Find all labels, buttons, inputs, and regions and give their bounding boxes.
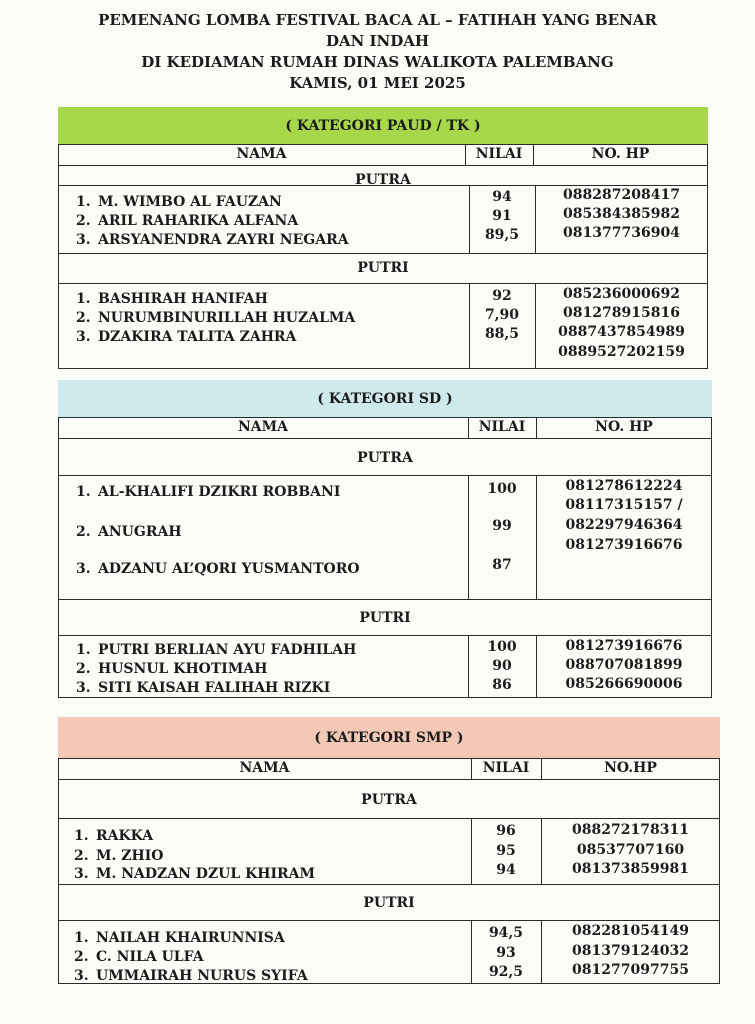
score-cell: 86 [492,677,512,693]
table-row: 1. PUTRI BERLIAN AYU FADHILAH [76,642,357,658]
score-cell: 92,5 [488,964,524,980]
col-hp: NO. HP [591,146,650,162]
category-title-paud: ( KATEGORI PAUD / TK ) [285,117,481,134]
col-nama: NAMA [239,760,290,776]
group-label-putra: PUTRA [357,450,413,466]
table-sd [58,380,712,698]
phone-cell: 0887437854989 [558,324,685,340]
score-cell: 7,90 [484,307,520,323]
title-line-2: DAN INDAH [325,32,430,50]
table-row: 3. DZAKIRA TALITA ZAHRA [76,329,297,345]
table-row: 2. C. NILA ULFA [74,949,204,965]
phone-cell: 082297946364 [565,517,683,533]
group-label-putri: PUTRI [357,260,409,276]
col-nilai: NILAI [478,419,526,435]
score-cell: 96 [496,823,516,839]
table-row: 1. NAILAH KHAIRUNNISA [74,930,285,946]
score-cell: 91 [492,208,512,224]
col-nama: NAMA [237,419,289,435]
header-row-smp [58,758,720,780]
phone-cell: 081278915816 [563,305,680,321]
score-cell: 92 [492,288,512,304]
col-hp: NO.HP [604,760,657,776]
phone-cell: 085384385982 [563,206,680,222]
phone-cell: 081373859981 [572,861,689,877]
table-row: 2. ANUGRAH [76,524,182,540]
group-label-putra: PUTRA [361,792,417,808]
header-row-sd [58,417,712,439]
table-row: 2. ARIL RAHARIKA ALFANA [76,213,299,229]
table-row: 3. UMMAIRAH NURUS SYIFA [74,968,308,984]
phone-cell: 088707081899 [565,657,683,673]
score-cell: 87 [492,557,512,573]
phone-cell: 081273916676 [565,537,683,553]
group-label-putra: PUTRA [355,172,411,188]
col-nilai: NILAI [482,760,530,776]
document-title [0,10,755,94]
title-line-3: DI KEDIAMAN RUMAH DINAS WALIKOTA PALEMBANG [141,53,614,71]
phone-cell: 088287208417 [563,187,680,203]
col-nama: NAMA [236,146,287,162]
phone-cell: 081278612224 [565,478,683,494]
table-row: 2. M. ZHIO [74,848,164,864]
phone-cell: 081379124032 [572,943,689,959]
category-title-smp: ( KATEGORI SMP ) [314,729,464,746]
score-cell: 88,5 [484,326,520,342]
phone-cell: 088272178311 [572,822,689,838]
title-line-1: PEMENANG LOMBA FESTIVAL BACA AL – FATIHAH YANG BENAR [98,11,657,29]
phone-cell: 08117315157 / [565,497,683,513]
table-paud [58,107,708,369]
phone-cell: 081277097755 [572,962,689,978]
table-row: 2. NURUMBINURILLAH HUZALMA [76,310,356,326]
phone-cell: 08537707160 [576,842,685,858]
header-row-paud [58,144,708,166]
table-row: 1. BASHIRAH HANIFAH [76,291,268,307]
score-cell: 90 [492,658,512,674]
table-smp [58,717,720,984]
table-row: 1. M. WIMBO AL FAUZAN [76,194,282,210]
score-cell: 94,5 [488,925,524,941]
table-row: 3. M. NADZAN DZUL KHIRAM [74,866,316,882]
group-label-putri: PUTRI [363,895,415,911]
phone-cell: 081273916676 [565,638,683,654]
col-hp: NO. HP [595,419,653,435]
title-line-4: KAMIS, 01 MEI 2025 [289,74,466,92]
table-row: 2. HUSNUL KHOTIMAH [76,661,268,677]
phone-cell: 085266690006 [565,676,683,692]
table-row: 3. ADZANU AL’QORI YUSMANTORO [76,561,360,577]
score-cell: 93 [496,945,516,961]
score-cell: 94 [496,862,516,878]
score-cell: 89,5 [484,227,520,243]
category-title-sd: ( KATEGORI SD ) [317,390,453,407]
score-cell: 95 [496,843,516,859]
phone-cell: 082281054149 [572,923,689,939]
col-nilai: NILAI [475,146,523,162]
phone-cell: 081377736904 [563,225,680,241]
score-cell: 100 [487,481,517,497]
score-cell: 100 [487,639,517,655]
phone-cell: 085236000692 [563,286,680,302]
table-row: 1. AL-KHALIFI DZIKRI ROBBANI [76,484,341,500]
phone-cell: 0889527202159 [558,344,685,360]
score-cell: 99 [492,518,512,534]
group-label-putri: PUTRI [359,610,411,626]
table-row: 3. SITI KAISAH FALIHAH RIZKI [76,680,331,696]
table-row: 1. RAKKA [74,828,154,844]
score-cell: 94 [492,189,512,205]
category-band-sd [58,380,712,418]
category-band-paud [58,107,708,145]
category-band-smp [58,717,720,759]
table-row: 3. ARSYANENDRA ZAYRI NEGARA [76,232,349,248]
